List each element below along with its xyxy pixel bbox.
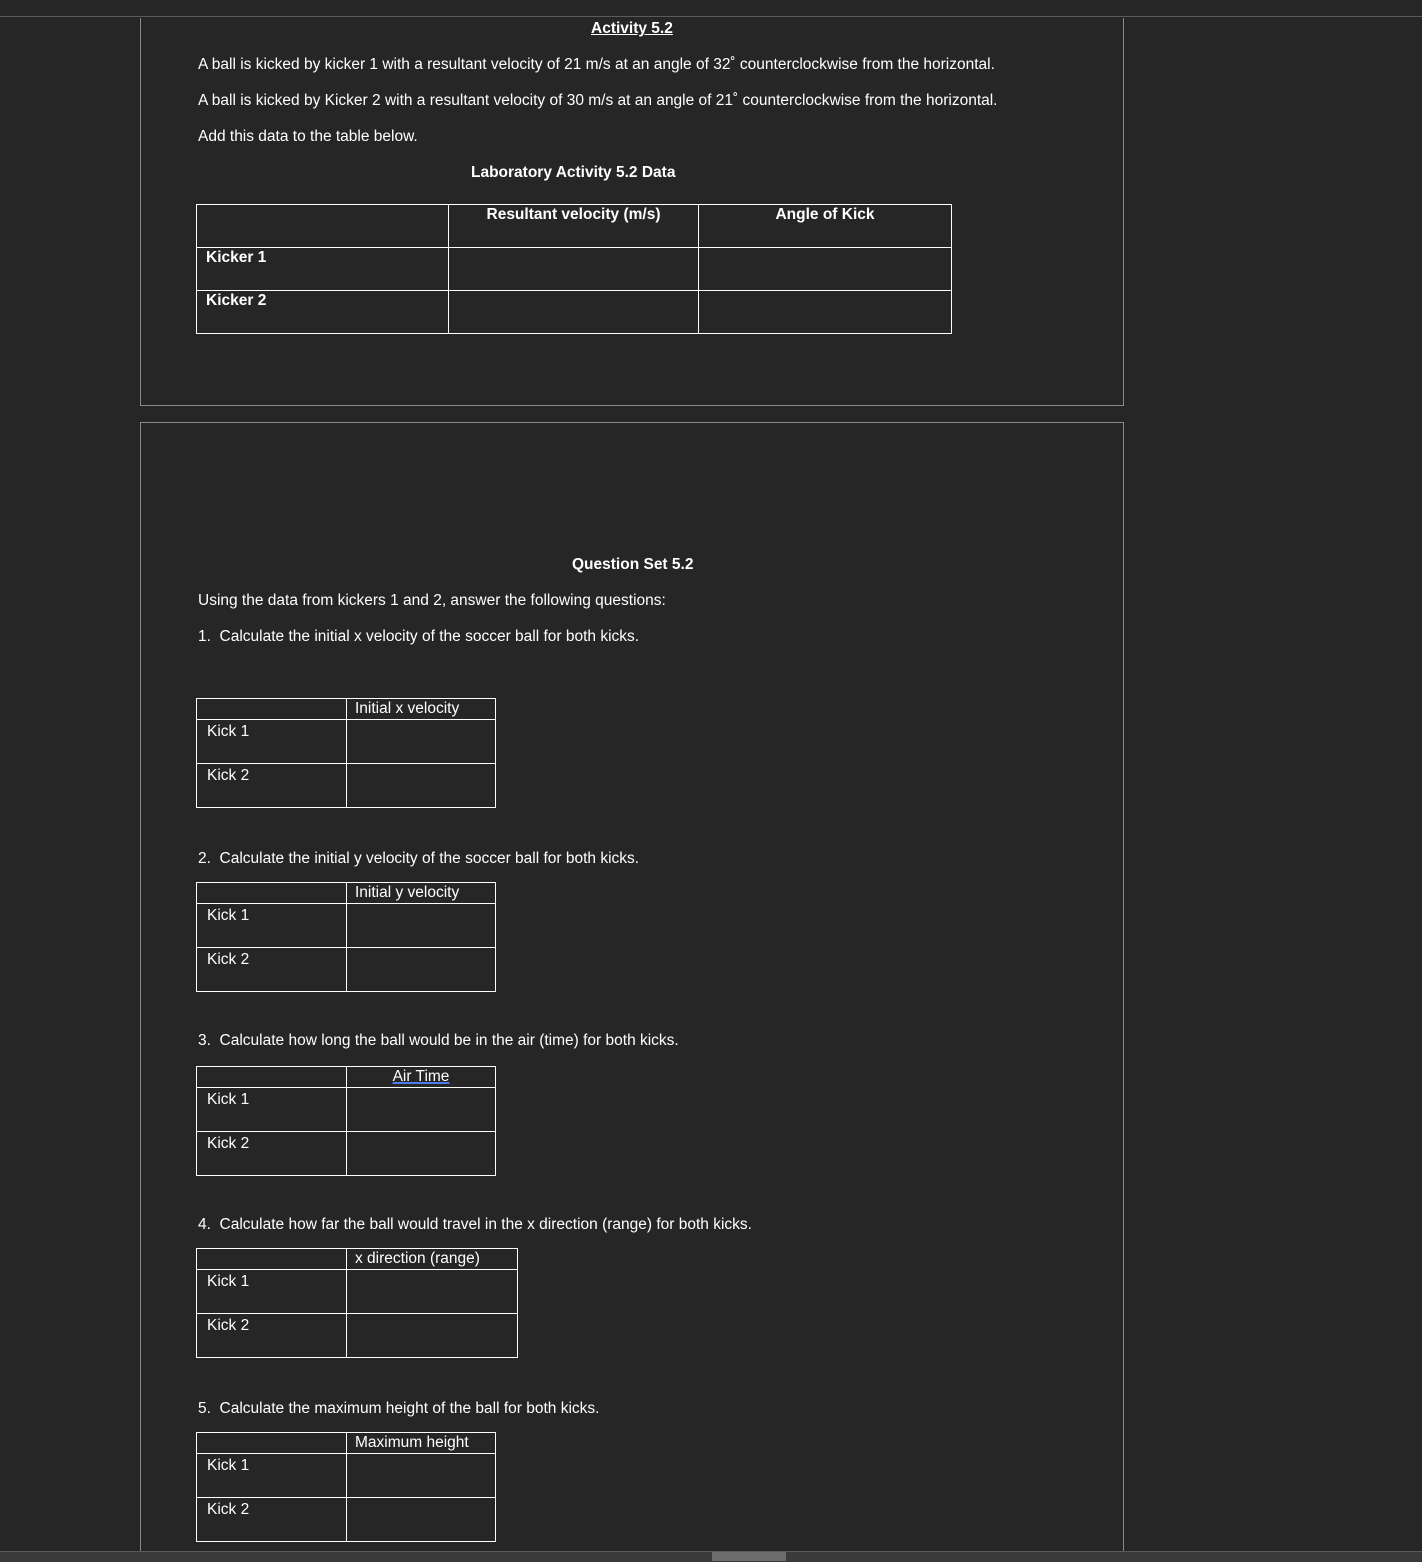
kicker-2-angle-cell[interactable] [699, 291, 952, 334]
question-5-text: 5. Calculate the maximum height of the ball for both kicks. [198, 1400, 600, 1417]
question-2-kick-2-label: Kick 2 [197, 948, 347, 992]
activity-line-3: Add this data to the table below. [198, 128, 418, 145]
question-4-text: 4. Calculate how far the ball would travel in the x direction (range) for both kicks. [198, 1216, 752, 1233]
question-3-header: Air Time [392, 1068, 450, 1085]
question-2-text: 2. Calculate the initial y velocity of the soccer ball for both kicks. [198, 850, 640, 867]
lab-table-title: Laboratory Activity 5.2 Data [471, 164, 676, 181]
question-4-kick-2-label: Kick 2 [197, 1314, 347, 1358]
question-set-title: Question Set 5.2 [572, 556, 694, 573]
activity-title: Activity 5.2 [591, 20, 673, 37]
table-row [197, 291, 952, 334]
question-2-header: Initial y velocity [347, 883, 496, 904]
lab-table-header-blank [197, 205, 449, 248]
question-2-kick-1-label: Kick 1 [197, 904, 347, 948]
question-1-kick-1-label: Kick 1 [197, 720, 347, 764]
table-row [197, 248, 952, 291]
question-5-kick-2-answer[interactable] [347, 1498, 496, 1542]
kicker-1-label: Kicker 1 [197, 248, 449, 291]
activity-line-2: A ball is kicked by Kicker 2 with a resultant velocity of 30 m/s at an angle of 21˚ counterclockwise from the horizontal. [198, 92, 998, 109]
question-5-kick-1-answer[interactable] [347, 1454, 496, 1498]
lab-table-header-angle: Angle of Kick [699, 205, 952, 248]
question-5-header: Maximum height [347, 1433, 496, 1454]
question-set-intro: Using the data from kickers 1 and 2, answer the following questions: [198, 592, 666, 609]
question-5-kick-2-label: Kick 2 [197, 1498, 347, 1542]
question-3-kick-2-label: Kick 2 [197, 1132, 347, 1176]
question-4-header: x direction (range) [347, 1249, 518, 1270]
kicker-2-label: Kicker 2 [197, 291, 449, 334]
question-3-kick-2-answer[interactable] [347, 1132, 496, 1176]
kicker-1-velocity-cell[interactable] [449, 248, 699, 291]
lab-data-table [196, 204, 952, 334]
question-1-kick-2-label: Kick 2 [197, 764, 347, 808]
question-1-table [196, 698, 496, 808]
status-bar [0, 1551, 1422, 1562]
question-2-table [196, 882, 496, 992]
question-5-kick-1-label: Kick 1 [197, 1454, 347, 1498]
question-3-kick-1-label: Kick 1 [197, 1088, 347, 1132]
lab-table-header-row [197, 205, 952, 248]
question-2-kick-2-answer[interactable] [347, 948, 496, 992]
activity-line-1: A ball is kicked by kicker 1 with a resultant velocity of 21 m/s at an angle of 32˚ counterclockwise from the horizontal. [198, 56, 995, 73]
question-4-table [196, 1248, 518, 1358]
question-3-table [196, 1066, 496, 1176]
view-mode-button[interactable] [712, 1552, 786, 1561]
kicker-1-angle-cell[interactable] [699, 248, 952, 291]
question-1-kick-1-answer[interactable] [347, 720, 496, 764]
question-3-text: 3. Calculate how long the ball would be in the air (time) for both kicks. [198, 1032, 679, 1049]
question-1-kick-2-answer[interactable] [347, 764, 496, 808]
question-4-kick-1-answer[interactable] [347, 1270, 518, 1314]
question-2-kick-1-answer[interactable] [347, 904, 496, 948]
question-1-header: Initial x velocity [347, 699, 496, 720]
kicker-2-velocity-cell[interactable] [449, 291, 699, 334]
question-5-table [196, 1432, 496, 1542]
question-1-text: 1. Calculate the initial x velocity of the soccer ball for both kicks. [198, 628, 640, 645]
question-4-kick-1-label: Kick 1 [197, 1270, 347, 1314]
question-3-kick-1-answer[interactable] [347, 1088, 496, 1132]
lab-table-header-velocity: Resultant velocity (m/s) [449, 205, 699, 248]
question-4-kick-2-answer[interactable] [347, 1314, 518, 1358]
top-toolbar-edge [0, 0, 1422, 17]
